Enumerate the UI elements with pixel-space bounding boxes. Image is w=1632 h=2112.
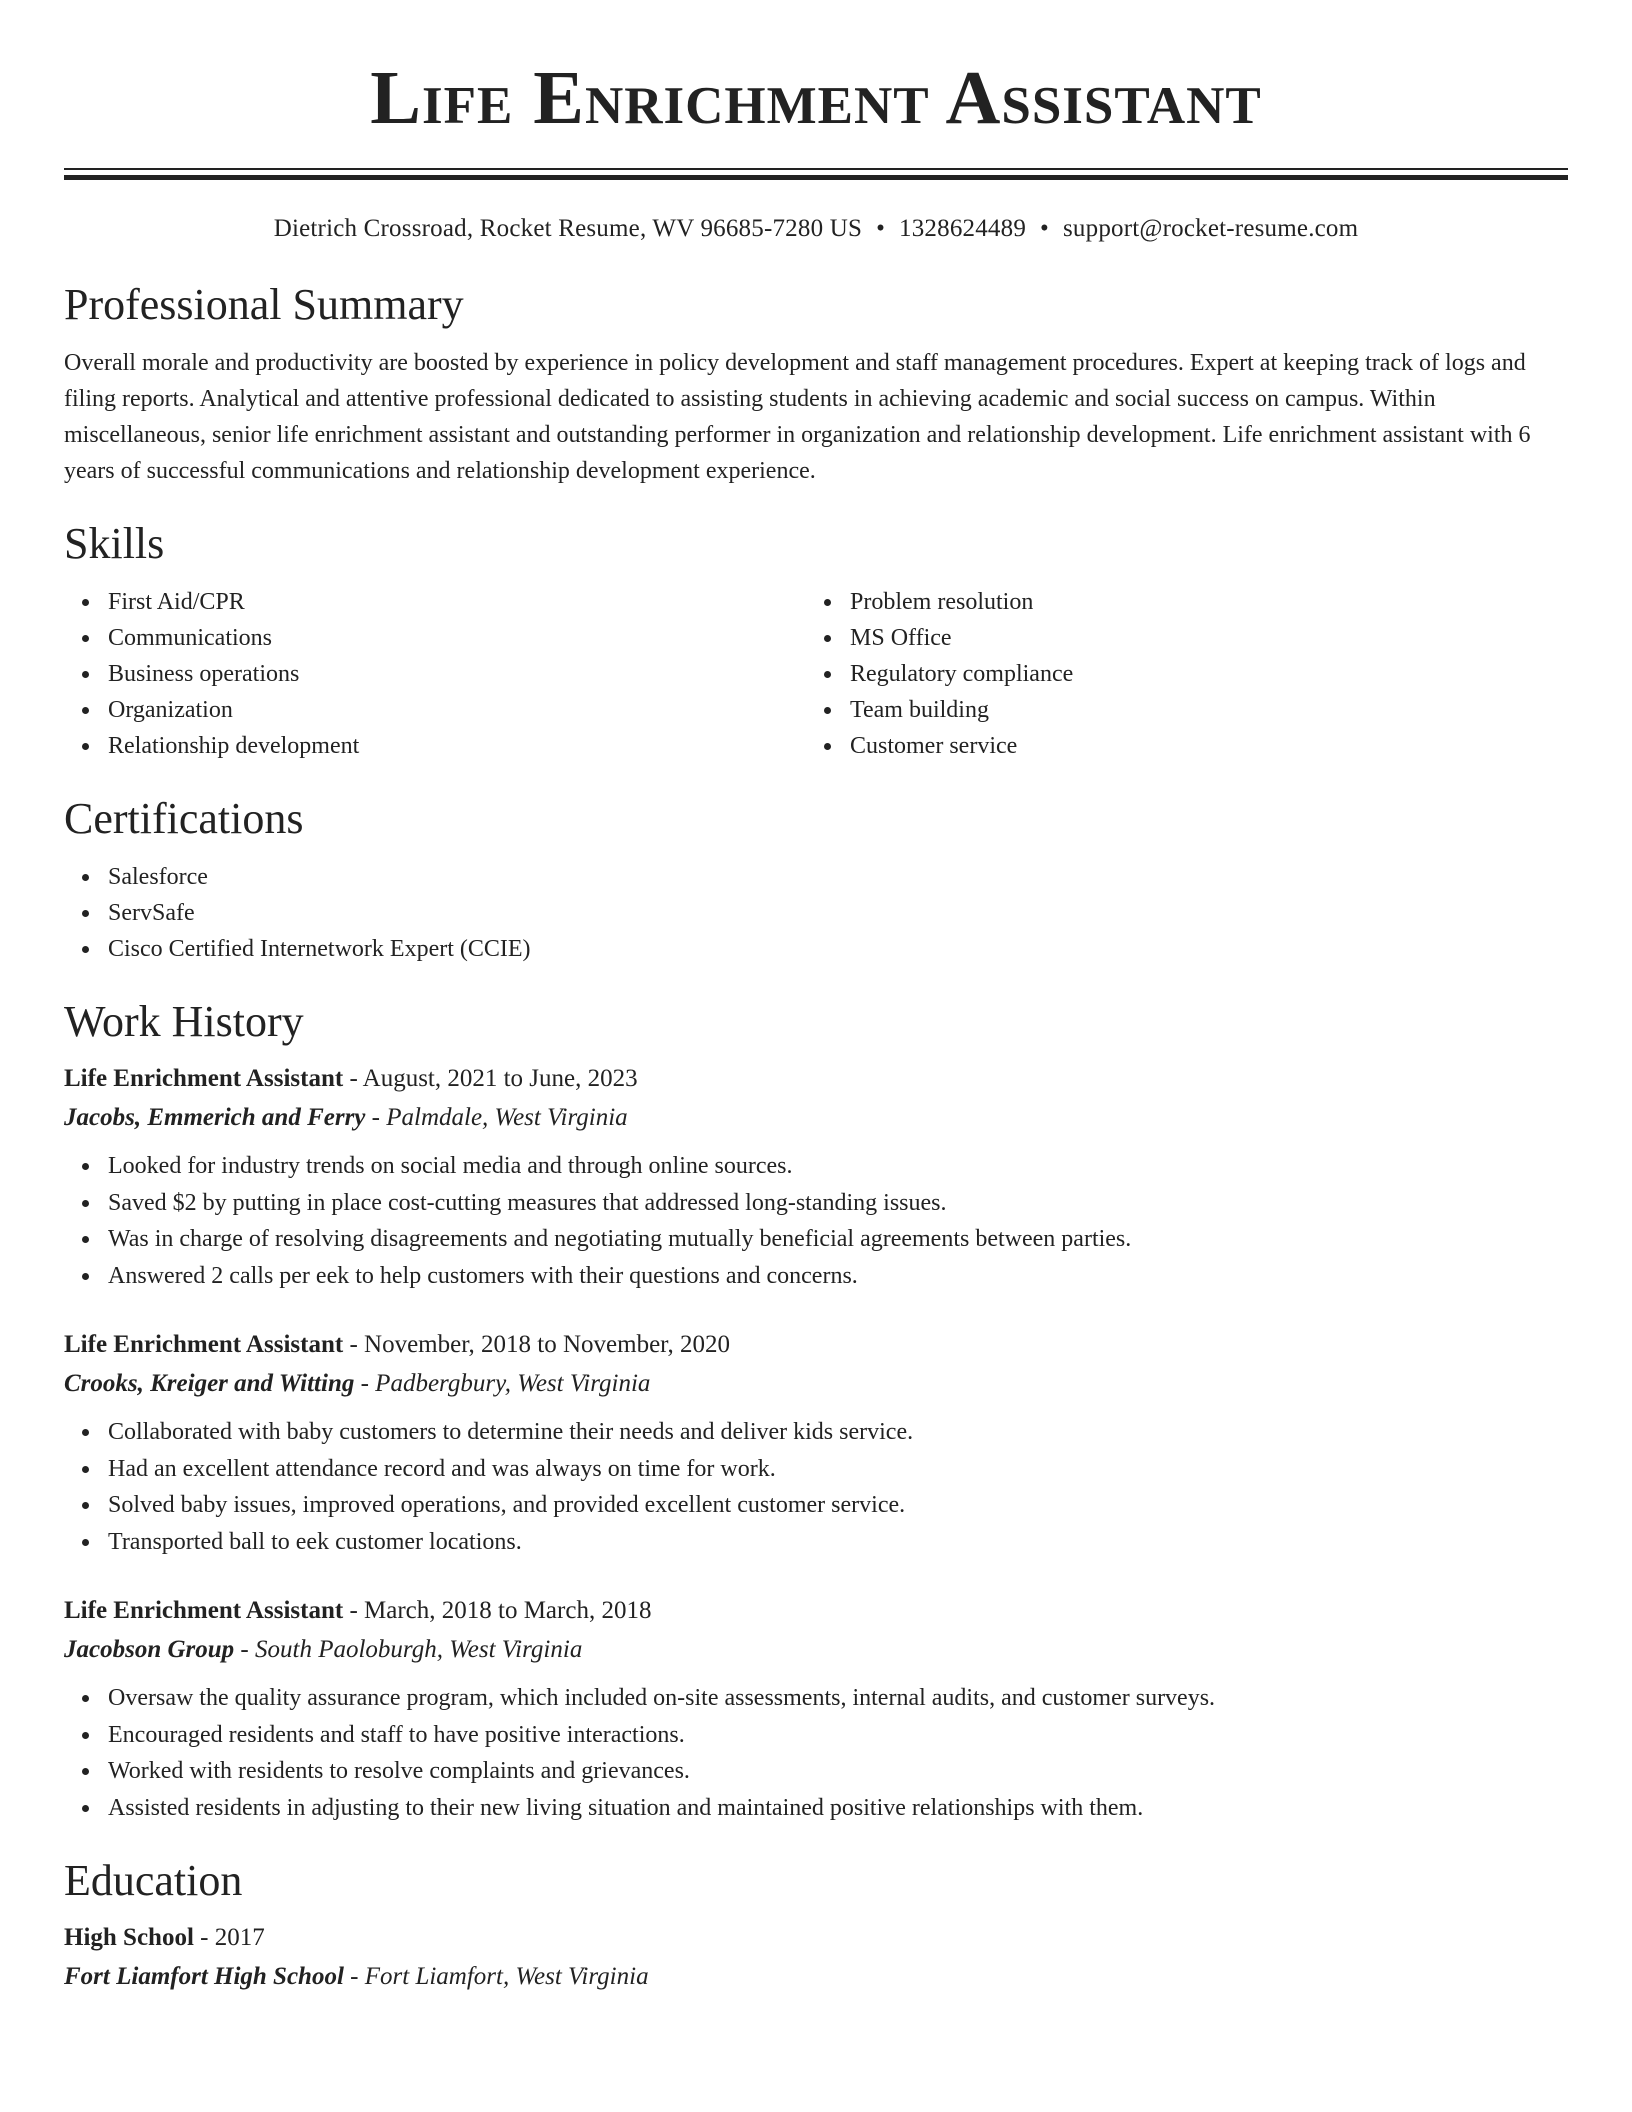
skill-item: Customer service: [850, 728, 1548, 764]
education-location: - Fort Liamfort, West Virginia: [343, 1963, 649, 1990]
job-dates: - March, 2018 to March, 2018: [343, 1597, 652, 1624]
job-title-line: [64, 1326, 1568, 1364]
job-entry: [64, 1060, 1568, 1294]
job-bullet: Had an excellent attendance record and was always on time for work.: [108, 1451, 1568, 1488]
job-entry: [64, 1326, 1568, 1560]
title-rule-thin: [64, 168, 1568, 170]
certification-item: Salesforce: [108, 859, 1568, 895]
job-title-line: [64, 1060, 1568, 1098]
skill-item: Organization: [108, 692, 806, 728]
education-degree-line: [64, 1919, 1568, 1957]
skills-section: [64, 516, 1568, 764]
job-dates: - August, 2021 to June, 2023: [343, 1065, 638, 1092]
job-location: - South Paoloburgh, West Virginia: [234, 1636, 583, 1663]
title-rule-thick: [64, 175, 1568, 180]
certifications-list: [64, 859, 1568, 967]
skills-column-right: [806, 584, 1548, 764]
skill-item: MS Office: [850, 620, 1548, 656]
job-bullets: [64, 1680, 1568, 1826]
job-dates: - November, 2018 to November, 2020: [343, 1331, 730, 1358]
job-bullet: Encouraged residents and staff to have positive interactions.: [108, 1717, 1568, 1754]
education-degree: High School: [64, 1924, 194, 1951]
skill-item: Relationship development: [108, 728, 806, 764]
job-bullet: Answered 2 calls per eek to help customers with their questions and concerns.: [108, 1258, 1568, 1295]
skills-grid: [64, 584, 1568, 764]
job-title-line: [64, 1592, 1568, 1630]
section-heading-summary: Professional Summary: [64, 280, 464, 329]
contact-separator: •: [1040, 215, 1049, 242]
certifications-section: [64, 791, 1568, 967]
job-bullets: [64, 1414, 1568, 1560]
job-bullet: Worked with residents to resolve complaints and grievances.: [108, 1753, 1568, 1790]
skills-column-left: [64, 584, 806, 764]
skill-item: Team building: [850, 692, 1548, 728]
education-year: - 2017: [193, 1924, 265, 1951]
skill-item: First Aid/CPR: [108, 584, 806, 620]
contact-line: [64, 212, 1568, 246]
job-title: Life Enrichment Assistant: [64, 1065, 344, 1092]
job-company: Crooks, Kreiger and Witting: [64, 1370, 355, 1397]
summary-text: Overall morale and productivity are boosted by experience in policy development and staff management procedures. Expert at keeping track of logs and filing reports. Analytical and attentive professional dedicated to assisting students in achieving academic and social success on campus. Within miscellaneous, senior life enrichment assistant and outstanding performer in organization and relationship development. Life enrichment assistant with 6 years of successful communications and relationship development experience.: [64, 350, 1531, 484]
job-bullet: Transported ball to eek customer locations.: [108, 1524, 1568, 1561]
work-section: [64, 994, 1568, 1826]
job-location: - Palmdale, West Virginia: [365, 1104, 628, 1131]
resume-title: Life Enrichment Assistant: [370, 56, 1262, 140]
job-bullet: Assisted residents in adjusting to their new living situation and maintained positive relationships with them.: [108, 1790, 1568, 1827]
skill-item: Problem resolution: [850, 584, 1548, 620]
section-heading-work: Work History: [64, 997, 304, 1046]
contact-separator: •: [876, 215, 886, 242]
section-heading-education: Education: [64, 1856, 243, 1905]
section-heading-certifications: Certifications: [64, 794, 304, 843]
job-bullet: Was in charge of resolving disagreements and negotiating mutually beneficial agreements between parties.: [108, 1221, 1568, 1258]
job-bullet: Saved $2 by putting in place cost-cutting measures that addressed long-standing issues.: [108, 1185, 1568, 1222]
job-company-line: [64, 1098, 1568, 1138]
skills-list-right: [806, 584, 1548, 764]
job-bullet: Oversaw the quality assurance program, which included on-site assessments, internal audits, and customer surveys.: [108, 1680, 1568, 1717]
certification-item: Cisco Certified Internetwork Expert (CCIE): [108, 931, 1568, 967]
job-entry: [64, 1592, 1568, 1826]
certification-item: ServSafe: [108, 895, 1568, 931]
job-title: Life Enrichment Assistant: [64, 1331, 344, 1358]
job-title: Life Enrichment Assistant: [64, 1597, 344, 1624]
job-bullet: Looked for industry trends on social media and through online sources.: [108, 1148, 1568, 1185]
job-company: Jacobson Group: [64, 1636, 235, 1663]
skills-list-left: [64, 584, 806, 764]
contact-address: Dietrich Crossroad, Rocket Resume, WV 96685-7280 US: [273, 215, 863, 242]
skill-item: Business operations: [108, 656, 806, 692]
summary-section: [64, 277, 1568, 489]
education-school-line: [64, 1957, 1568, 1997]
job-bullet: Solved baby issues, improved operations, and provided excellent customer service.: [108, 1487, 1568, 1524]
education-section: [64, 1853, 1568, 1997]
job-company: Jacobs, Emmerich and Ferry: [64, 1104, 366, 1131]
section-heading-skills: Skills: [64, 519, 165, 568]
contact-email: support@rocket-resume.com: [1062, 215, 1359, 242]
job-company-line: [64, 1364, 1568, 1404]
skill-item: Communications: [108, 620, 806, 656]
education-school: Fort Liamfort High School: [64, 1963, 344, 1990]
job-bullet: Collaborated with baby customers to determine their needs and deliver kids service.: [108, 1414, 1568, 1451]
job-bullets: [64, 1148, 1568, 1294]
skill-item: Regulatory compliance: [850, 656, 1548, 692]
job-location: - Padbergbury, West Virginia: [354, 1370, 651, 1397]
job-company-line: [64, 1630, 1568, 1670]
contact-phone: 1328624489: [899, 215, 1027, 242]
